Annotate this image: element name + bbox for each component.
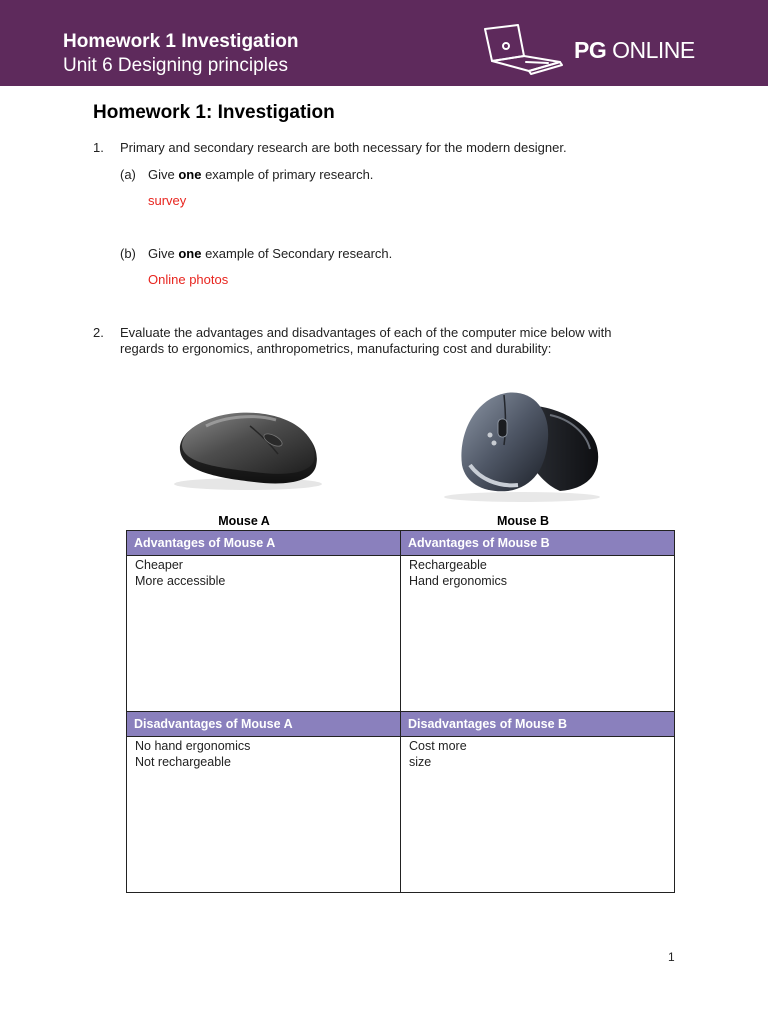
adv-b-cell bbox=[401, 556, 675, 712]
page-title: Homework 1: Investigation bbox=[93, 102, 335, 123]
advantages-row bbox=[127, 556, 675, 712]
adv-b-header: Advantages of Mouse B bbox=[401, 531, 675, 556]
q1b-prompt bbox=[148, 246, 392, 261]
dis-a-item: No hand ergonomics bbox=[135, 739, 251, 753]
q1a-prompt bbox=[148, 167, 373, 182]
disadvantages-row bbox=[127, 737, 675, 893]
logo-text bbox=[574, 37, 695, 64]
mouse-b-caption: Mouse B bbox=[496, 514, 550, 528]
adv-a-item: Cheaper bbox=[135, 558, 183, 572]
adv-b-item: Hand ergonomics bbox=[409, 574, 507, 588]
page-number: 1 bbox=[668, 950, 675, 964]
banner-subtitle: Unit 6 Designing principles bbox=[63, 55, 288, 76]
logo-text-bold: PG bbox=[574, 37, 607, 63]
dis-a-cell bbox=[127, 737, 401, 893]
q2-text-line2: regards to ergonomics, anthropometrics, manufacturing cost and durability: bbox=[120, 341, 552, 356]
laptop-icon bbox=[482, 24, 566, 76]
logo-text-rest: ONLINE bbox=[606, 37, 695, 63]
q1b-prompt-post: example of Secondary research. bbox=[201, 246, 393, 261]
q1a-prompt-bold: one bbox=[178, 167, 202, 182]
dis-b-item: Cost more bbox=[409, 739, 467, 753]
q1-text: Primary and secondary research are both necessary for the modern designer. bbox=[120, 140, 567, 155]
adv-a-item: More accessible bbox=[135, 574, 226, 588]
q1a-label: (a) bbox=[120, 167, 136, 182]
disadvantages-header-row bbox=[127, 712, 675, 737]
dis-b-cell bbox=[401, 737, 675, 893]
dis-a-header: Disadvantages of Mouse A bbox=[127, 712, 401, 737]
mouse-a-caption: Mouse A bbox=[218, 514, 270, 528]
pg-online-logo bbox=[482, 24, 702, 76]
mouse-a-image bbox=[136, 368, 352, 510]
q1a-prompt-post: example of primary research. bbox=[201, 167, 374, 182]
q1b-prompt-pre: Give bbox=[148, 246, 179, 261]
adv-a-header: Advantages of Mouse A bbox=[127, 531, 401, 556]
adv-a-cell bbox=[127, 556, 401, 712]
dis-a-item: Not rechargeable bbox=[135, 755, 231, 769]
evaluation-table bbox=[126, 530, 675, 893]
mouse-b-image bbox=[410, 375, 632, 509]
q1a-prompt-pre: Give bbox=[148, 167, 179, 182]
q1b-answer: Online photos bbox=[148, 272, 229, 287]
advantages-header-row bbox=[127, 531, 675, 556]
q1b-prompt-bold: one bbox=[178, 246, 202, 261]
header-banner bbox=[0, 0, 768, 86]
q2-text-line1: Evaluate the advantages and disadvantages of each of the computer mice below with bbox=[120, 325, 612, 340]
q1a-answer: survey bbox=[148, 193, 187, 208]
banner-title: Homework 1 Investigation bbox=[63, 31, 299, 52]
q1b-label: (b) bbox=[120, 246, 136, 261]
adv-b-item: Rechargeable bbox=[409, 558, 487, 572]
dis-b-header: Disadvantages of Mouse B bbox=[401, 712, 675, 737]
q1-number: 1. bbox=[93, 140, 104, 155]
dis-b-item: size bbox=[409, 755, 432, 769]
q2-number: 2. bbox=[93, 325, 104, 340]
